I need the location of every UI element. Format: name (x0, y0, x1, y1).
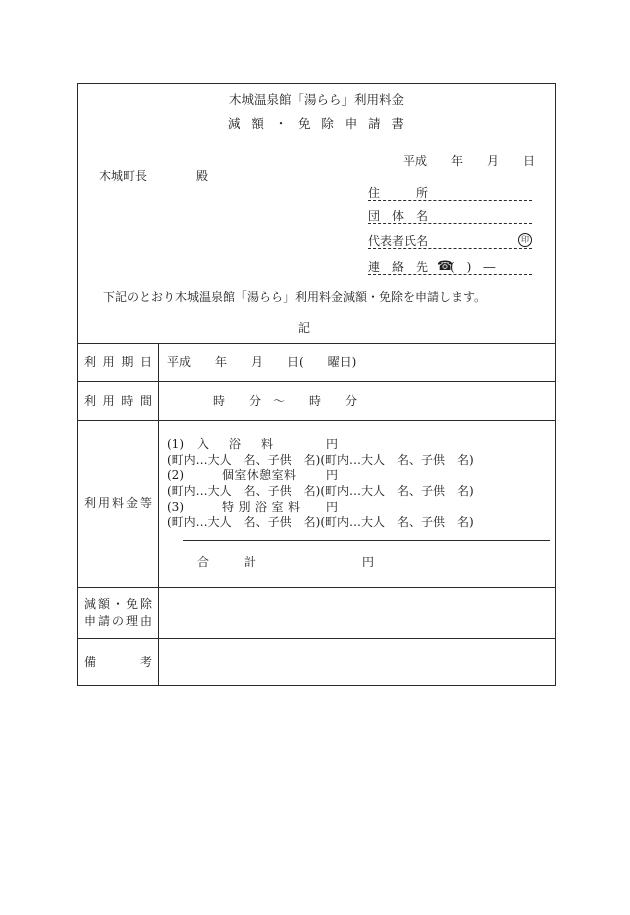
label-char: 用 (102, 394, 115, 408)
label-char: 利 (84, 496, 97, 510)
reason-row (78, 587, 555, 638)
label-char: 用 (102, 355, 115, 369)
use-date-row (78, 343, 555, 381)
total-unit: 円 (362, 555, 375, 569)
label-char: 減 (228, 116, 241, 131)
application-statement: 下記のとおり木城温泉館「湯らら」利用料金減額・免除を申請します。 (103, 290, 487, 304)
label-char: 期 (121, 355, 134, 369)
label-char: 室 (271, 500, 284, 514)
label-char: 間 (139, 394, 152, 408)
label-char: ・ (111, 597, 124, 611)
fee-item (78, 501, 555, 533)
label-char: 免 (125, 597, 138, 611)
label-char: 減 (84, 597, 97, 611)
remarks-row (78, 638, 555, 685)
label-char: 氏 (404, 234, 417, 248)
label-char: 請 (97, 614, 110, 628)
fee-item-name (222, 501, 300, 513)
label-char: 備 (84, 655, 97, 669)
use-date-label-cell (78, 344, 159, 381)
label-char: 料 (287, 500, 300, 514)
label-char: 表 (380, 234, 393, 248)
fee-item-detail: (町内…大人 名、子供 名)(町内…大人 名、子供 名) (167, 453, 474, 467)
address-field (368, 185, 532, 201)
label-char: 日 (139, 355, 152, 369)
label-char: 料 (260, 437, 273, 451)
label-char: 名 (416, 234, 429, 248)
fee-item (78, 469, 555, 501)
label-char: 料 (283, 468, 296, 482)
label-char: 連 (368, 260, 381, 274)
label-char: 住 (368, 186, 381, 200)
label-char: 個 (222, 468, 235, 482)
address-label (368, 187, 428, 199)
label-char: 休 (246, 468, 259, 482)
label-char: 申 (84, 614, 97, 628)
use-time-label-cell (78, 382, 159, 420)
label-char: 室 (234, 468, 247, 482)
label-char: 等 (139, 496, 152, 510)
label-char: 室 (271, 468, 284, 482)
label-char: 請 (368, 116, 381, 131)
label-char: 利 (84, 394, 97, 408)
label-char: 利 (84, 355, 97, 369)
addressee-name: 木城町長 (99, 169, 148, 183)
label-char: 額 (251, 116, 264, 131)
group-name-field (368, 208, 532, 224)
label-char: 先 (415, 260, 428, 274)
label-char: ・ (274, 116, 288, 131)
label-char: 別 (238, 500, 251, 514)
application-date: 平成 年 月 日 (403, 154, 536, 168)
use-date-label (84, 356, 152, 368)
contact-field (368, 259, 532, 275)
label-char: 浴 (254, 500, 267, 514)
remarks-label (84, 656, 152, 668)
label-char: 浴 (228, 437, 241, 451)
label-char: 由 (139, 614, 152, 628)
label-char: 入 (197, 437, 210, 451)
label-char: の (111, 614, 124, 628)
fee-item-name (222, 469, 296, 481)
total-separator-line (183, 540, 550, 541)
fees-row (78, 420, 555, 587)
label-char: 金 (125, 496, 138, 510)
phone-icon: ☎ (437, 259, 454, 274)
fee-item-number: (2) (167, 468, 184, 482)
label-char: 用 (97, 496, 110, 510)
fee-item (78, 438, 555, 470)
fee-item-unit: 円 (326, 500, 339, 514)
label-char: 体 (391, 209, 404, 223)
reason-label-line1 (84, 598, 152, 610)
label-char: 名 (415, 209, 428, 223)
application-form (77, 83, 556, 686)
use-time-label (84, 395, 152, 407)
fee-item-detail: (町内…大人 名、子供 名)(町内…大人 名、子供 名) (167, 484, 474, 498)
fee-item-detail: (町内…大人 名、子供 名)(町内…大人 名、子供 名) (167, 515, 474, 529)
use-time-value: 時 分 ～ 時 分 (213, 394, 358, 408)
label-char: 時 (121, 394, 134, 408)
group-name-label (368, 210, 428, 222)
representative-label (368, 235, 428, 247)
reason-label-line2 (84, 615, 152, 627)
label-char: 理 (125, 614, 138, 628)
label-char: 絡 (391, 260, 404, 274)
addressee (99, 170, 219, 182)
contact-label (368, 261, 428, 273)
label-char: 団 (368, 209, 381, 223)
label-char: 計 (243, 555, 256, 569)
fee-item-number: (1) (167, 437, 184, 451)
remarks-label-cell (78, 639, 159, 685)
label-char: 書 (391, 116, 404, 131)
label-char: 除 (139, 597, 152, 611)
label-char: 憩 (259, 468, 272, 482)
note-heading: 記 (298, 321, 311, 335)
fee-item-unit: 円 (326, 437, 339, 451)
fee-item-unit: 円 (326, 468, 339, 482)
use-time-row (78, 381, 555, 420)
label-char: 免 (298, 116, 311, 131)
form-title: 木城温泉館「湯らら」利用料金 (228, 92, 404, 107)
representative-field (368, 233, 532, 249)
label-char: 代 (368, 234, 381, 248)
phone-number-blank: ( ) ― (450, 260, 496, 274)
label-char: 合 (197, 555, 210, 569)
label-char: 料 (111, 496, 124, 510)
label-char: 者 (392, 234, 405, 248)
seal-mark: 印 (518, 233, 532, 247)
reason-label-cell (78, 588, 159, 638)
label-char: 除 (321, 116, 334, 131)
addressee-honorific: 殿 (196, 169, 209, 183)
label-char: 考 (139, 655, 152, 669)
total-label (197, 556, 256, 568)
label-char: 申 (344, 116, 358, 131)
label-char: 特 (222, 500, 235, 514)
use-date-value: 平成 年 月 日( 曜日) (167, 355, 357, 369)
fee-item-name (197, 438, 273, 450)
fee-item-number: (3) (167, 500, 184, 514)
form-subtitle (228, 118, 404, 130)
label-char: 所 (415, 186, 428, 200)
label-char: 額 (97, 597, 110, 611)
